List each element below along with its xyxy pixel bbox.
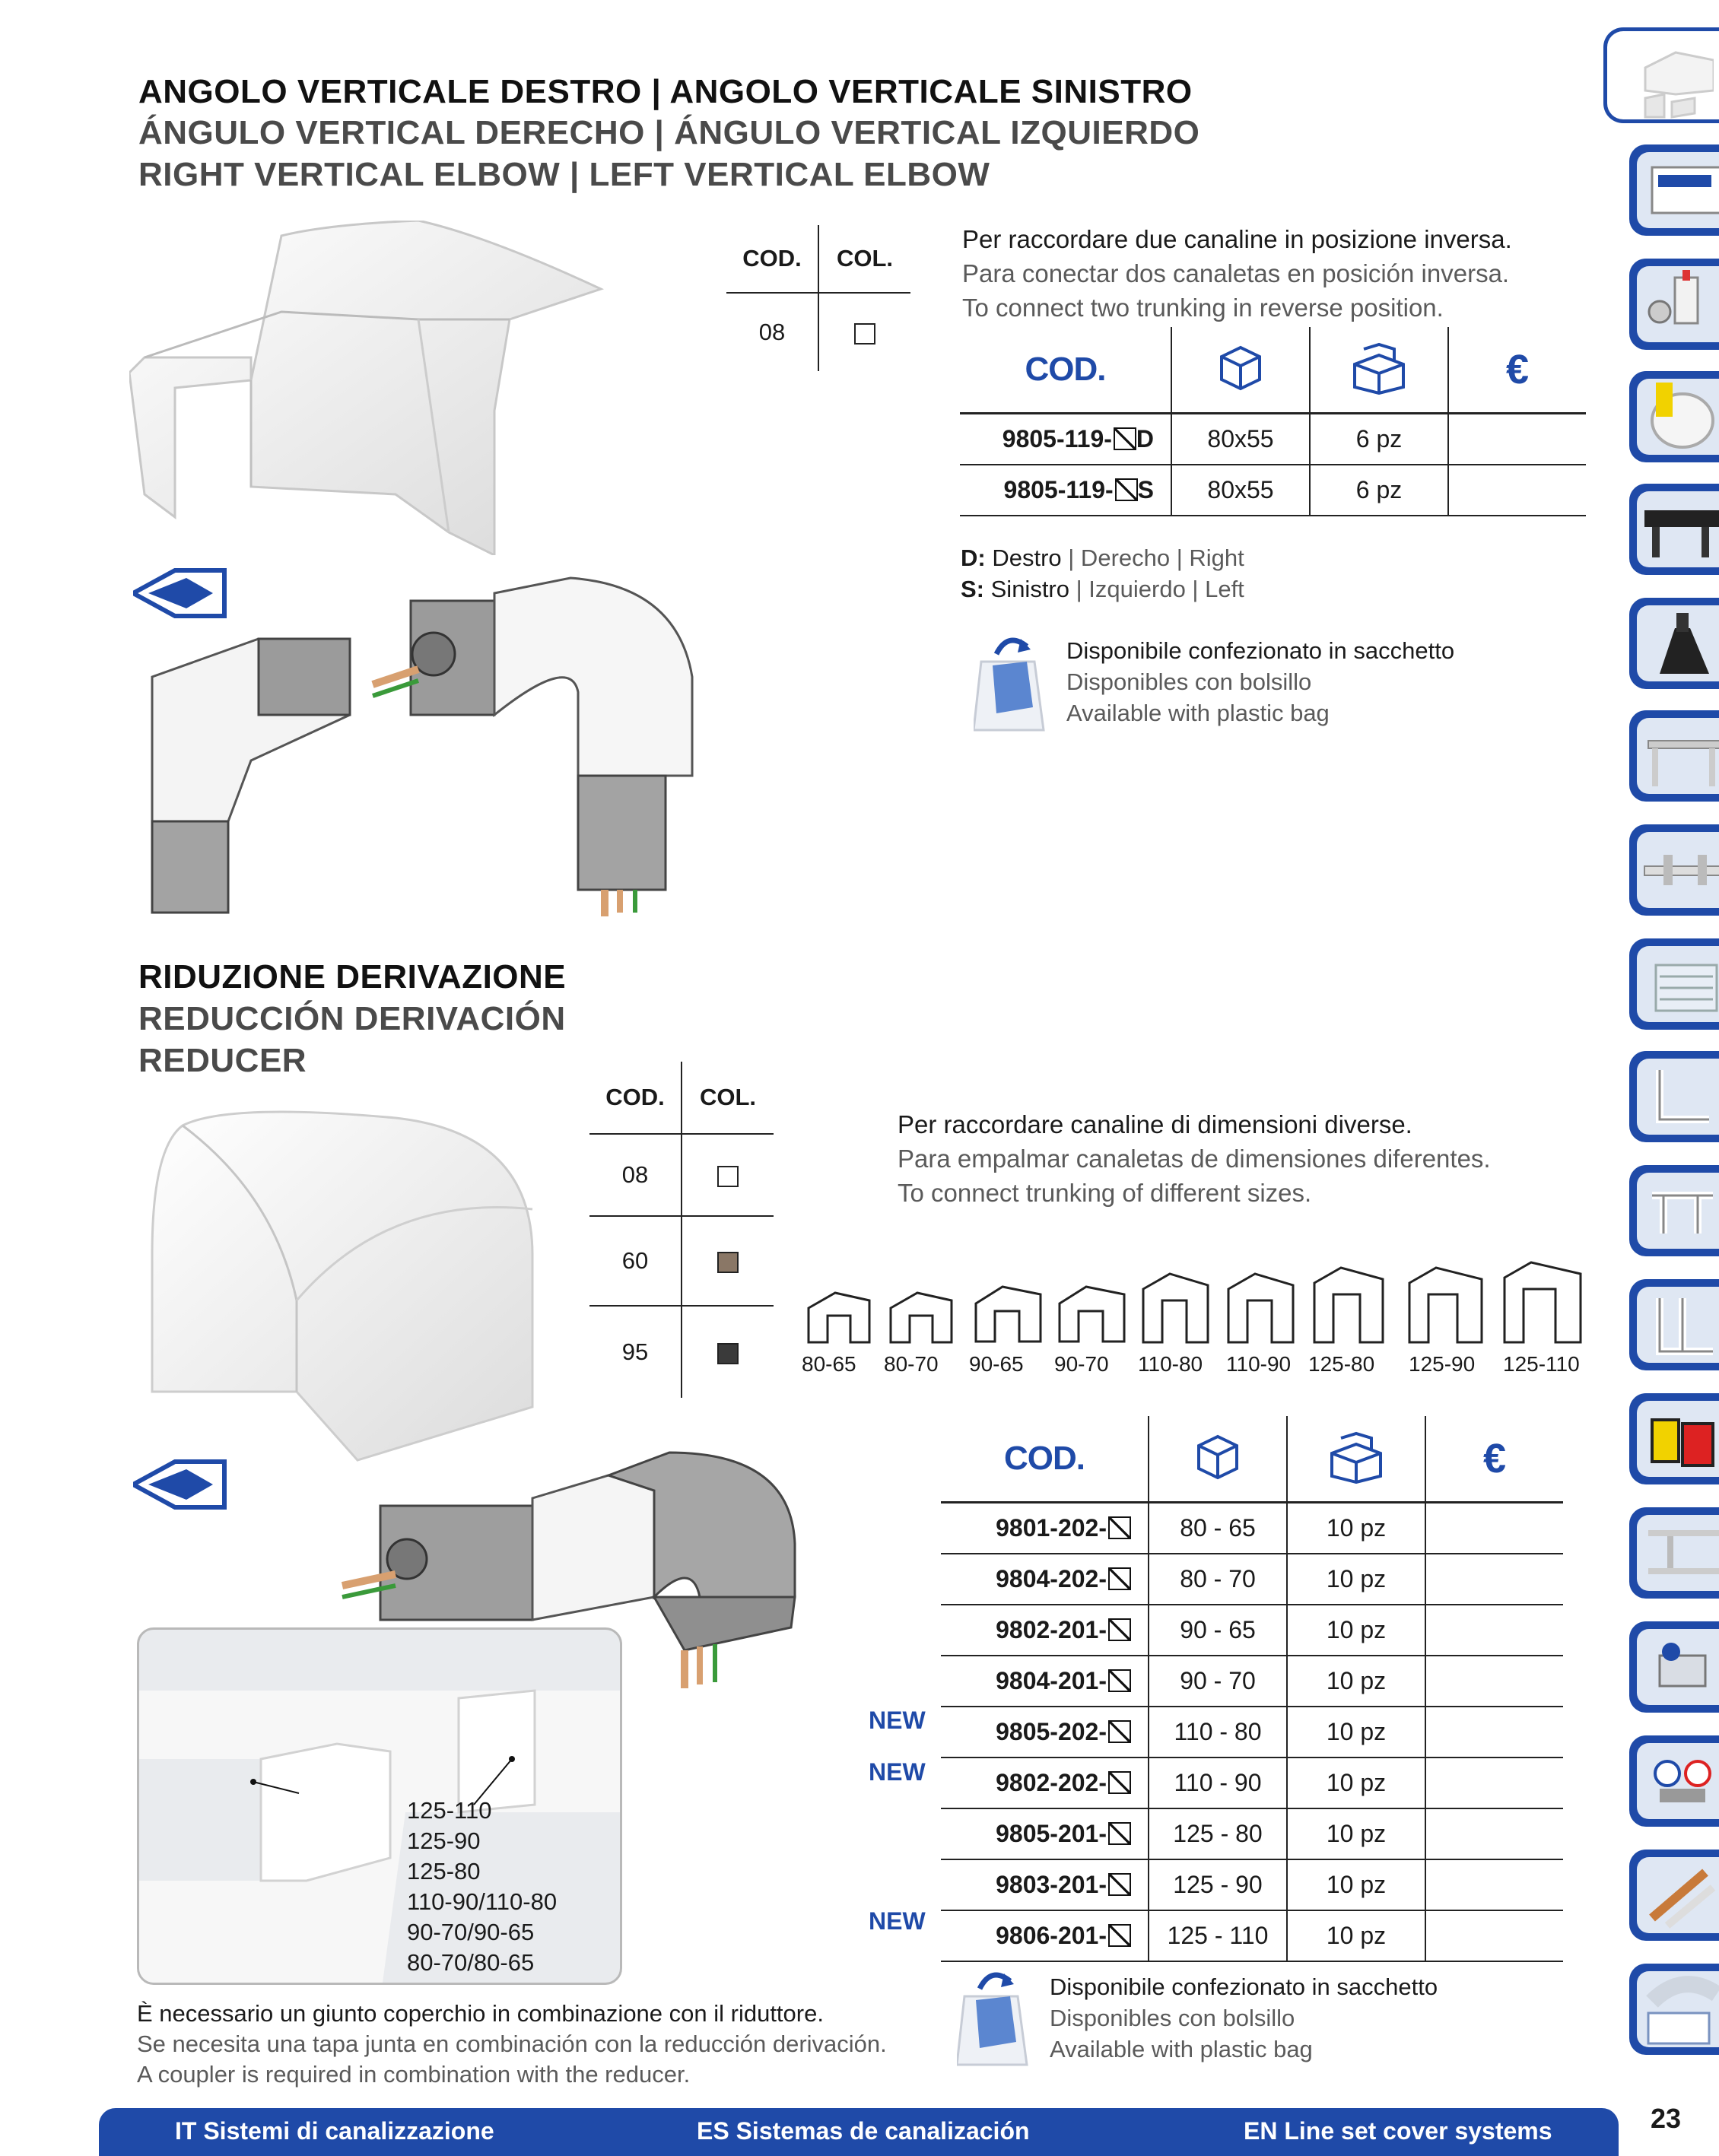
product-price [1425,1707,1563,1758]
callout-size-label: 125-90 [407,1827,481,1854]
section1-bag-en: Available with plastic bag [1066,700,1330,726]
section2-bag-it: Disponibile confezionato in sacchetto [1050,1973,1438,2000]
plastic-bag-icon [974,631,1050,734]
color-placeholder-icon [1108,1924,1131,1947]
product-price [1448,414,1586,465]
sidebar-tab-brackets-3[interactable] [1629,1279,1719,1370]
product-size: 125 - 80 [1149,1808,1287,1859]
page-number: 23 [1651,2103,1682,2134]
section2-title-en: REDUCER [138,1042,307,1079]
product-code: 9805-119- [1002,425,1112,452]
reducer-size-icon [805,1285,873,1346]
double-bracket-icon [1637,1173,1719,1249]
table-row [941,1758,1563,1808]
size-label: 110-80 [1138,1352,1203,1376]
product-code-suffix: S [1137,476,1154,503]
reducer-size-icons [797,1255,1588,1384]
table-row [941,1503,1563,1554]
color-swatch [682,1306,774,1398]
cod-header: COD. [941,1416,1149,1503]
product-pack: 10 pz [1287,1656,1425,1707]
product-price [1425,1808,1563,1859]
reducer-product-image [137,1103,548,1491]
reducer-size-icon [887,1285,955,1346]
product-pack: 10 pz [1287,1707,1425,1758]
product-code: 9803-201- [996,1871,1107,1898]
color-swatch [682,1134,774,1216]
color-placeholder-icon [1108,1567,1131,1590]
product-price [1425,1859,1563,1910]
color-placeholder-icon [1108,1516,1131,1539]
color-placeholder-icon [1108,1822,1131,1845]
elbow-installation-diagram [145,570,707,920]
price-euro-header: € [1425,1416,1563,1503]
product-size: 125 - 110 [1149,1910,1287,1961]
product-code: 9805-202- [996,1718,1107,1745]
table-row [960,414,1586,465]
product-code: 9802-202- [996,1769,1107,1796]
product-code: 9804-202- [996,1565,1107,1592]
manifold-gauge-icon [1637,1743,1719,1819]
section2-product-table [941,1416,1563,1962]
product-price [1425,1656,1563,1707]
color-placeholder-icon [1108,1873,1131,1896]
size-label: 80-65 [802,1352,856,1376]
size-label: 125-90 [1409,1352,1476,1376]
section1-bag-it: Disponibile confezionato in sacchetto [1066,637,1455,664]
table-row [941,1808,1563,1859]
pump-box-icon [1637,152,1719,228]
section2-bag-en: Available with plastic bag [1050,2036,1313,2062]
product-pack: 6 pz [1310,414,1448,465]
size-label: 110-90 [1226,1352,1292,1376]
product-pack: 6 pz [1310,465,1448,516]
section1-title-it: ANGOLO VERTICALE DESTRO | ANGOLO VERTICALE SINISTRO [138,73,1193,110]
ceiling-support-icon [1637,1515,1719,1591]
new-badge: NEW [869,1758,926,1786]
floor-stand-icon [1637,718,1719,794]
color-table-cod-header: COD. [742,245,802,271]
footer-en: EN Line set cover systems [1244,2117,1552,2145]
section1-title-en: RIGHT VERTICAL ELBOW | LEFT VERTICAL ELBOW [138,156,990,193]
color-swatch [682,1216,774,1306]
new-badge: NEW [869,1707,926,1734]
product-pack: 10 pz [1287,1503,1425,1554]
sidebar-tab-stands[interactable] [1629,710,1719,802]
sidebar-tab-hoses[interactable] [1629,371,1719,462]
product-code: 9806-201- [996,1922,1107,1949]
section1-bag-es: Disponibles con bolsillo [1066,668,1312,695]
product-size: 80 - 70 [1149,1554,1287,1605]
sidebar-tab-vacuum-pumps[interactable] [1629,1621,1719,1713]
product-code: 9805-119- [1003,476,1114,503]
product-price [1425,1605,1563,1656]
color-placeholder-icon [1108,1669,1131,1692]
hose-coil-icon [1637,379,1719,455]
reducer-size-icon [1406,1264,1485,1346]
cod-header: COD. [960,327,1171,414]
callout-size-label: 125-110 [407,1797,492,1824]
l-bracket-icon [1637,1287,1719,1363]
color-placeholder-icon [1108,1618,1131,1641]
section1-title-es: ÁNGULO VERTICAL DERECHO | ÁNGULO VERTICAL IZQUIERDO [138,114,1200,151]
product-pack: 10 pz [1287,1605,1425,1656]
product-size: 80x55 [1171,414,1310,465]
product-size: 125 - 90 [1149,1859,1287,1910]
section1-desc-it: Per raccordare due canaline in posizione inversa. [962,225,1512,253]
package-box-icon [1287,1416,1425,1503]
color-code: 60 [589,1216,682,1306]
product-price [1425,1503,1563,1554]
sidebar-tab-brackets-2[interactable] [1629,1165,1719,1256]
section2-note-es: Se necesita una tapa junta en combinación con la reducción derivación. [137,2031,887,2057]
section1-desc-es: Para conectar dos canaletas en posición inversa. [962,259,1510,287]
size-label: 125-80 [1308,1352,1375,1376]
product-pack: 10 pz [1287,1808,1425,1859]
product-price [1425,1910,1563,1961]
table-row [941,1707,1563,1758]
plastic-bag-icon [957,1966,1033,2069]
product-code-suffix: D [1136,425,1154,452]
reducer-size-icon [1225,1270,1297,1346]
product-size: 110 - 90 [1149,1758,1287,1808]
section2-desc-es: Para empalmar canaletas de dimensiones diferentes. [898,1145,1491,1173]
sidebar-tab-tools[interactable] [1629,1735,1719,1827]
condensate-pump-icon [1637,266,1719,342]
brand-logo-icon [133,1458,228,1511]
section2-title-es: REDUCCIÓN DERIVACIÓN [138,1000,566,1037]
legend-sinistro: S: Sinistro | Izquierdo | Left [961,576,1244,602]
sidebar-tab-wall-brackets[interactable] [1629,1051,1719,1142]
footer-bar [99,2108,1619,2156]
section1-product-table [960,327,1586,516]
legend-destro: D: Destro | Derecho | Right [961,545,1244,571]
color-table-cod-header: COD. [605,1084,665,1110]
reducer-size-icon [1501,1259,1584,1346]
sidebar-tab-dampers[interactable] [1629,1393,1719,1484]
color-placeholder-icon [1115,478,1138,501]
wall-bracket-icon [1637,1059,1719,1135]
table-row [941,1656,1563,1707]
product-size: 80 - 65 [1149,1503,1287,1554]
color-table-col-header: COL. [818,225,910,293]
dimension-cube-icon [1171,327,1310,414]
new-badge: NEW [869,1907,926,1935]
product-price [1425,1554,1563,1605]
section2-desc-it: Per raccordare canaline di dimensioni diverse. [898,1110,1412,1138]
reducer-size-icon [1139,1270,1212,1346]
product-size: 80x55 [1171,465,1310,516]
sidebar-tab-feet[interactable] [1629,598,1719,689]
copper-fitting-icon [1637,1857,1719,1933]
product-size: 90 - 70 [1149,1656,1287,1707]
table-row [960,465,1586,516]
table-row [941,1910,1563,1961]
callout-size-label: 125-80 [407,1858,481,1885]
sidebar-tab-ceiling-supports[interactable] [1629,1507,1719,1599]
callout-size-label: 80-70/80-65 [407,1949,535,1976]
sidebar-tab-pumps[interactable] [1629,144,1719,236]
product-size: 90 - 65 [1149,1605,1287,1656]
product-pack: 10 pz [1287,1554,1425,1605]
sidebar-tab-condensate[interactable] [1629,259,1719,350]
sidebar-tab-roof-supports[interactable] [1629,824,1719,916]
product-pack: 10 pz [1287,1859,1425,1910]
price-euro-header: € [1448,327,1586,414]
product-size: 110 - 80 [1149,1707,1287,1758]
package-box-icon [1310,327,1448,414]
rubber-foot-icon [1637,605,1719,681]
color-placeholder-icon [1108,1771,1131,1794]
product-price [1448,465,1586,516]
sidebar-tab-copper-pipes[interactable] [1629,1850,1719,1941]
flexible-duct-icon [1637,1971,1719,2047]
dimension-cube-icon [1149,1416,1287,1503]
callout-size-list [407,1796,557,1978]
size-label: 125-110 [1503,1352,1580,1376]
size-label: 80-70 [884,1352,939,1376]
product-pack: 10 pz [1287,1758,1425,1808]
callout-size-label: 90-70/90-65 [407,1919,535,1945]
product-code: 9804-201- [996,1667,1107,1694]
sidebar-tab-supports[interactable] [1629,484,1719,575]
anti-vibration-damper-icon [1637,1401,1719,1477]
sidebar-tab-trunking-active[interactable] [1603,27,1719,123]
product-price [1425,1758,1563,1808]
product-code: 9801-202- [996,1514,1107,1542]
table-row [941,1859,1563,1910]
product-pack: 10 pz [1287,1910,1425,1961]
table-row [941,1554,1563,1605]
section2-bag-es: Disponibles con bolsillo [1050,2005,1295,2031]
color-code: 95 [589,1306,682,1398]
section2-note-it: È necessario un giunto coperchio in combinazione con il riduttore. [137,2000,824,2027]
roof-support-icon [1637,832,1719,908]
table-row [941,1605,1563,1656]
color-swatch [818,293,910,371]
color-code: 08 [589,1134,682,1216]
product-code: 9805-201- [996,1820,1107,1847]
color-table-col-header: COL. [682,1062,774,1134]
sidebar-tab-ducts[interactable] [1629,1964,1719,2055]
sidebar-tab-grilles[interactable] [1629,938,1719,1030]
vacuum-pump-icon [1637,1629,1719,1705]
ventilation-grille-icon [1637,946,1719,1022]
section2-color-table [589,1062,774,1398]
section2-desc-en: To connect trunking of different sizes. [898,1179,1312,1207]
section1-color-table [726,225,910,371]
color-placeholder-icon [1108,1720,1131,1743]
section2-note-en: A coupler is required in combination with the reducer. [137,2061,691,2088]
section2-title-it: RIDUZIONE DERIVAZIONE [138,958,567,995]
reducer-size-icon [1311,1264,1387,1346]
size-label: 90-70 [1054,1352,1109,1376]
product-code: 9802-201- [996,1616,1107,1643]
color-code: 08 [726,293,818,371]
reducer-size-icon [1056,1281,1128,1346]
footer-it: IT Sistemi di canalizzazione [175,2117,494,2145]
support-bracket-icon [1637,491,1719,567]
reducer-size-icon [972,1281,1044,1346]
vertical-elbow-product-image [129,221,624,555]
reducer-detail-callout [137,1627,622,1985]
section1-desc-en: To connect two trunking in reverse position. [962,294,1444,322]
trunking-elbow-icon [1630,37,1714,121]
size-label: 90-65 [969,1352,1024,1376]
footer-es: ES Sistemas de canalización [697,2117,1030,2145]
color-placeholder-icon [1114,427,1136,450]
callout-size-label: 110-90/110-80 [407,1888,558,1915]
